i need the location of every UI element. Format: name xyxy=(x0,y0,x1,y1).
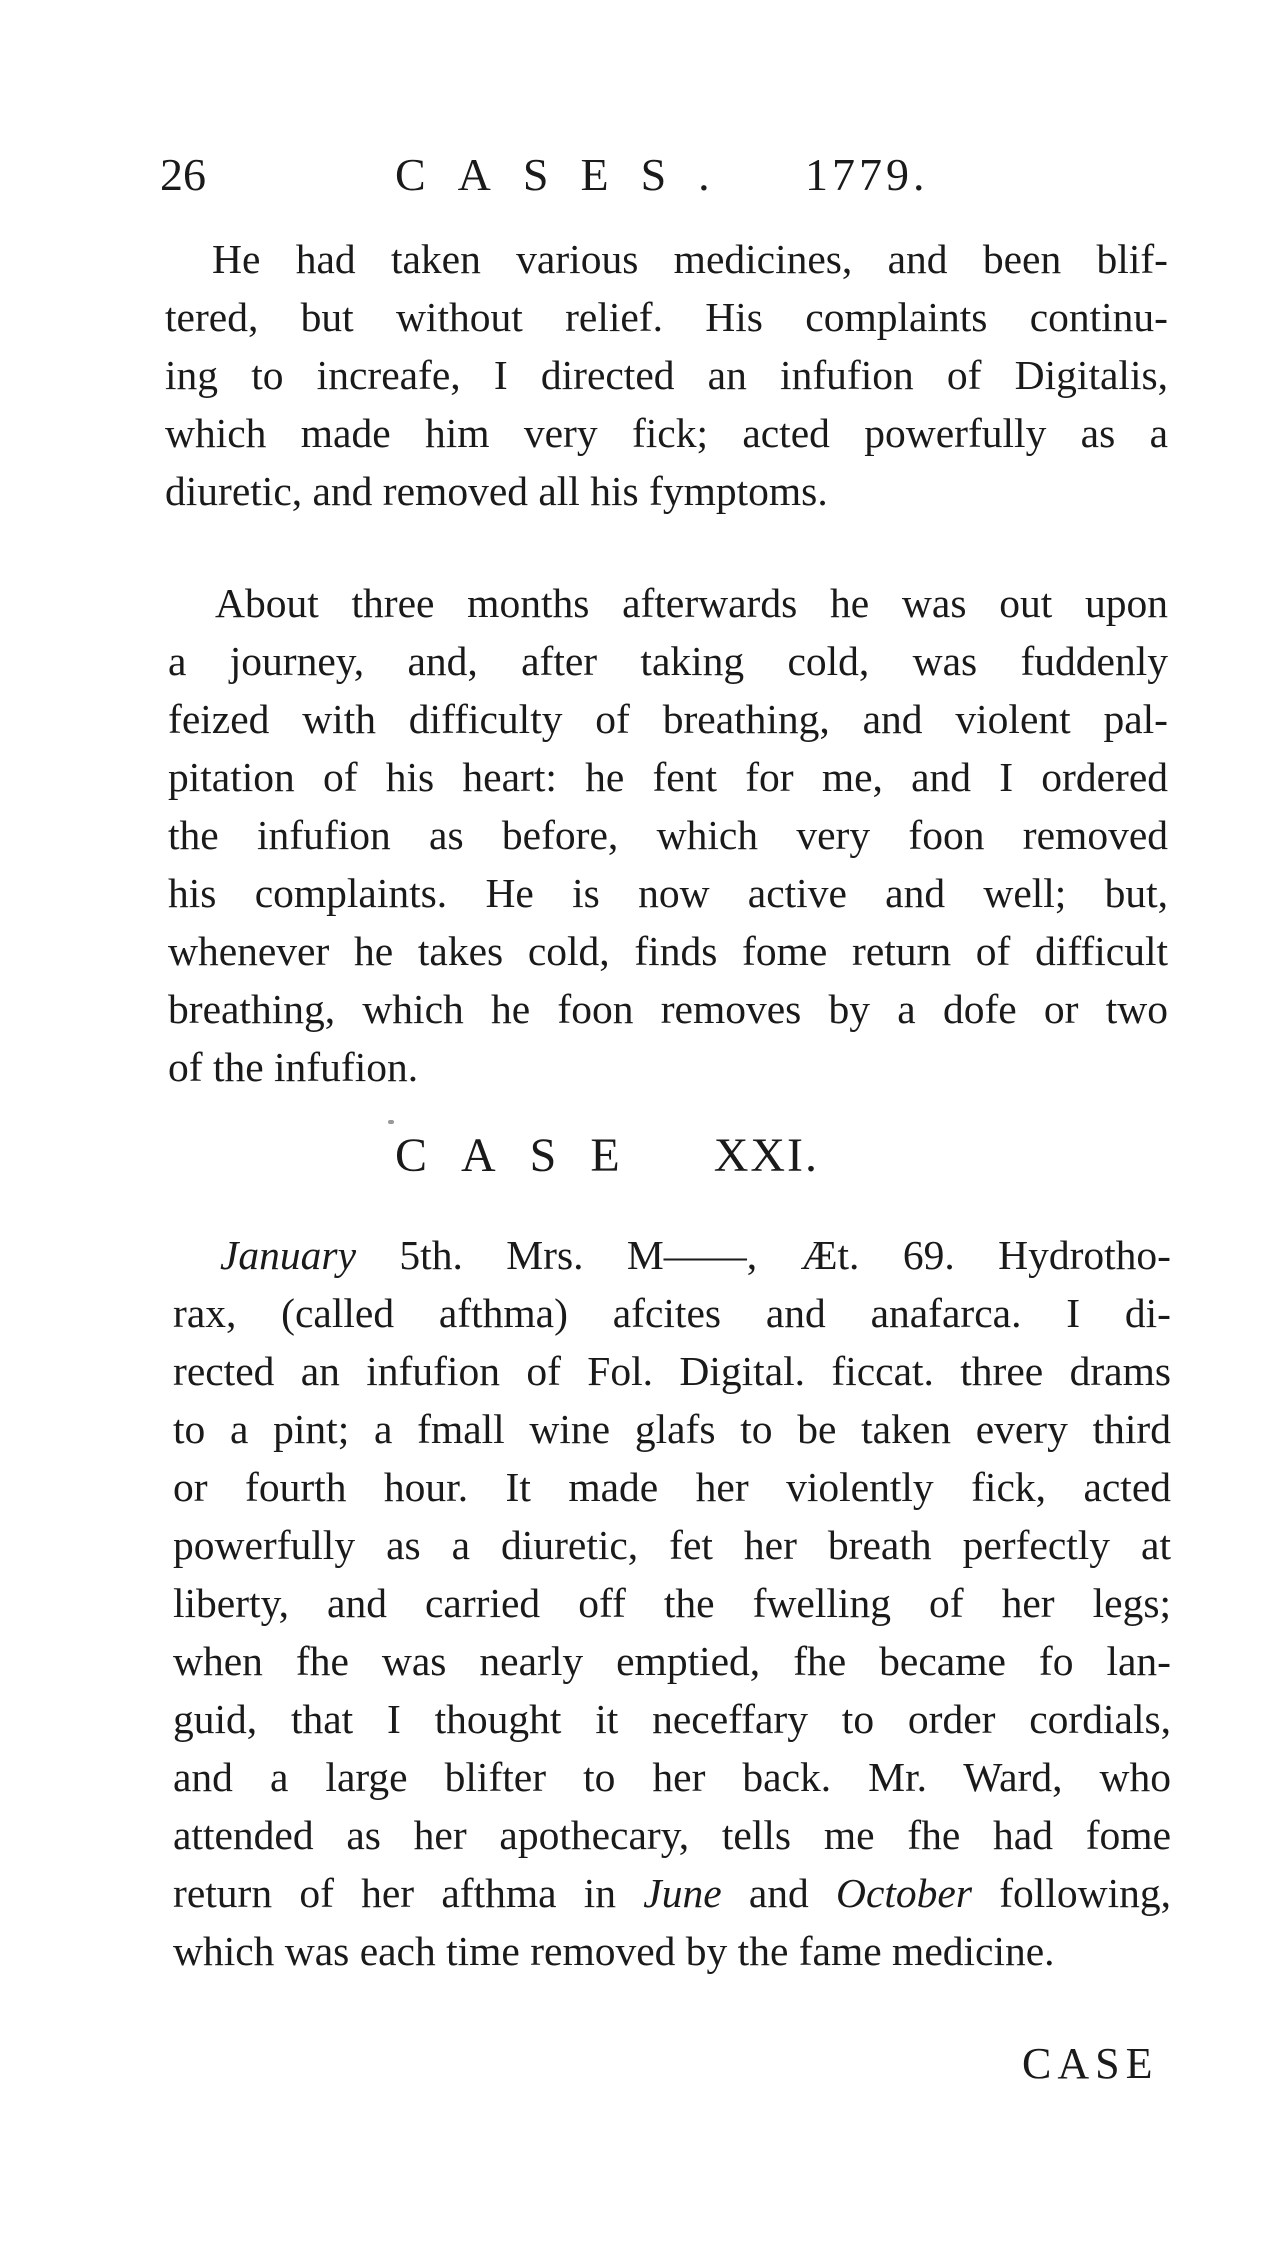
case-21-paragraph xyxy=(173,1226,1171,1980)
text-line: ing to increafe, I directed an infufion of Digitalis, xyxy=(165,352,1168,398)
text-line: which was each time removed by the fame medicine. xyxy=(173,1928,1055,1974)
running-year: 1779. xyxy=(805,149,929,200)
text-line: or fourth hour. It made her violently fick, acted xyxy=(173,1464,1171,1510)
text-line: powerfully as a diuretic, fet her breath perfectly at xyxy=(173,1522,1171,1568)
month-january: January xyxy=(220,1232,356,1278)
text-line: guid, that I thought it neceffary to order cordials, xyxy=(173,1696,1171,1742)
paragraph-2 xyxy=(168,574,1168,1096)
line-text: return of her afthma in xyxy=(173,1870,644,1916)
text-line: the infufion as before, which very foon removed xyxy=(168,812,1168,858)
text-line: rected an infufion of Fol. Digital. ficcat. three drams xyxy=(173,1348,1171,1394)
text-line: of the infufion. xyxy=(168,1044,419,1090)
case-heading xyxy=(395,1128,819,1183)
line-text: following, xyxy=(972,1870,1171,1916)
text-line: diuretic, and removed all his fymptoms. xyxy=(165,468,828,514)
text-line: and a large blifter to her back. Mr. Ward, who xyxy=(173,1754,1171,1800)
text-line: pitation of his heart: he fent for me, and I ordered xyxy=(168,754,1168,800)
text-line: a journey, and, after taking cold, was fuddenly xyxy=(168,638,1168,684)
text-line xyxy=(173,1226,1171,1284)
text-line: breathing, which he foon removes by a dofe or two xyxy=(168,986,1168,1032)
text-line: liberty, and carried off the fwelling of her legs; xyxy=(173,1580,1171,1626)
text-line: his complaints. He is now active and well; but, xyxy=(168,870,1168,916)
catchword: CASE xyxy=(1022,2039,1159,2088)
text-line: whenever he takes cold, finds fome return of difficult xyxy=(168,928,1168,974)
text-line: which made him very fick; acted powerfully as a xyxy=(165,410,1168,456)
page-number: 26 xyxy=(160,149,206,200)
text-line: to a pint; a fmall wine glafs to be taken every third xyxy=(173,1406,1171,1452)
line-text: and xyxy=(721,1870,836,1916)
text-line: attended as her apothecary, tells me fhe had fome xyxy=(173,1812,1171,1858)
month-october: October xyxy=(836,1870,972,1916)
month-june: June xyxy=(643,1870,722,1916)
print-speck xyxy=(388,1120,394,1124)
running-title: CASES. xyxy=(395,149,742,200)
paragraph-1 xyxy=(165,230,1168,520)
text-line: He had taken various medicines, and been blif- xyxy=(212,236,1168,282)
text-line: feized with difficulty of breathing, and violent pal- xyxy=(168,696,1168,742)
running-head xyxy=(160,148,1160,208)
case-heading-number: XXI. xyxy=(713,1129,820,1182)
text-line xyxy=(173,1864,1171,1922)
line-text: 5th. Mrs. M——, Æt. 69. Hydrotho- xyxy=(356,1232,1171,1278)
text-line: when fhe was nearly emptied, fhe became fo lan- xyxy=(173,1638,1171,1684)
text-line: rax, (called afthma) afcites and anafarca. I di- xyxy=(173,1290,1171,1336)
text-line: About three months afterwards he was out upon xyxy=(215,580,1168,626)
text-line: tered, but without relief. His complaints continu- xyxy=(165,294,1168,340)
case-heading-word: CASE xyxy=(395,1129,654,1182)
